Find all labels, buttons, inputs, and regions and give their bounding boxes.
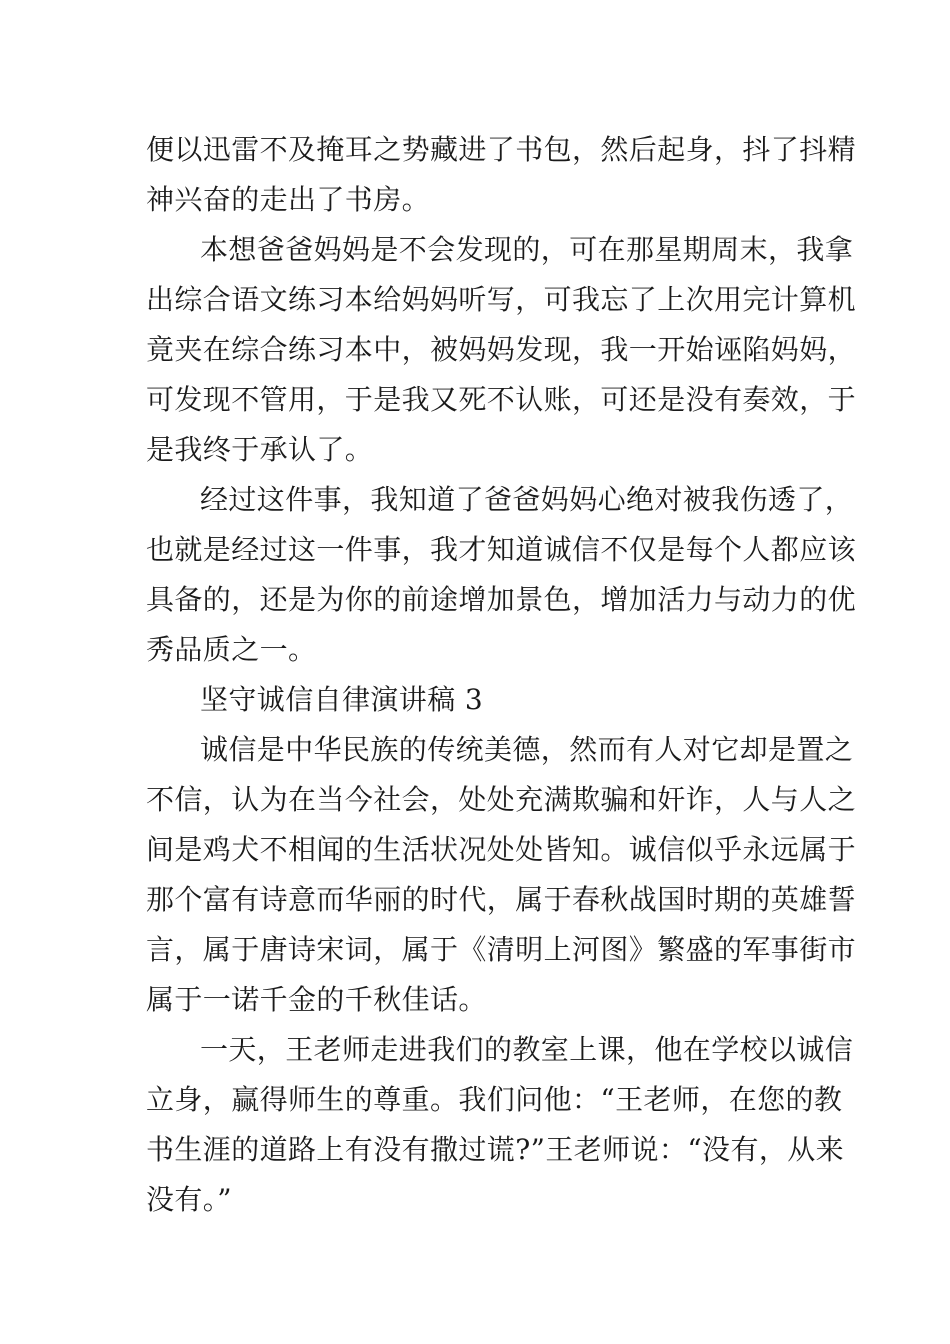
text-line: 不信，认为在当今社会，处处充满欺骗和奸诈，人与人之 (146, 783, 857, 816)
text-line: 属于一诺千金的千秋佳话。 (146, 983, 487, 1016)
text-line: 言，属于唐诗宋词，属于《清明上河图》繁盛的军事街市 (146, 933, 857, 966)
text-line: 那个富有诗意而华丽的时代，属于春秋战国时期的英雄誓 (146, 883, 857, 916)
paragraph-4 (146, 725, 857, 1025)
text-line: 竟夹在综合练习本中，被妈妈发现，我一开始诬陷妈妈， (146, 333, 857, 366)
paragraph-5 (146, 1025, 854, 1225)
text-line: 没有。” (146, 1183, 232, 1216)
text-line: 出综合语文练习本给妈妈听写，可我忘了上次用完计算机 (146, 283, 857, 316)
section-heading (146, 675, 810, 725)
text-line: 便以迅雷不及掩耳之势藏进了书包，然后起身，抖了抖精 (146, 133, 857, 166)
text-line: 具备的，还是为你的前途增加景色，增加活力与动力的优 (146, 583, 857, 616)
text-line: 立身，赢得师生的尊重。我们问他：“王老师，在您的教 (146, 1083, 843, 1116)
paragraph-3 (146, 475, 857, 675)
text-line: 经过这件事，我知道了爸爸妈妈心绝对被我伤透了， (200, 483, 854, 516)
text-line: 诚信是中华民族的传统美德，然而有人对它却是置之 (200, 733, 854, 766)
section-title: 坚守诚信自律演讲稿 3 (200, 683, 484, 716)
text-line: 书生涯的道路上有没有撒过谎?”王老师说：“没有，从来 (146, 1133, 845, 1166)
paragraph-1 (146, 125, 857, 225)
text-line: 秀品质之一。 (146, 633, 317, 666)
text-line: 可发现不管用，于是我又死不认账，可还是没有奏效，于 (146, 383, 857, 416)
document-body (146, 125, 857, 1225)
text-line: 神兴奋的走出了书房。 (146, 183, 431, 216)
text-line: 也就是经过这一件事，我才知道诚信不仅是每个人都应该 (146, 533, 857, 566)
text-line: 间是鸡犬不相闻的生活状况处处皆知。诚信似乎永远属于 (146, 833, 857, 866)
text-line: 本想爸爸妈妈是不会发现的，可在那星期周末，我拿 (200, 233, 854, 266)
text-line: 是我终于承认了。 (146, 433, 374, 466)
paragraph-2 (146, 225, 857, 475)
text-line: 一天，王老师走进我们的教室上课，他在学校以诚信 (200, 1033, 854, 1066)
